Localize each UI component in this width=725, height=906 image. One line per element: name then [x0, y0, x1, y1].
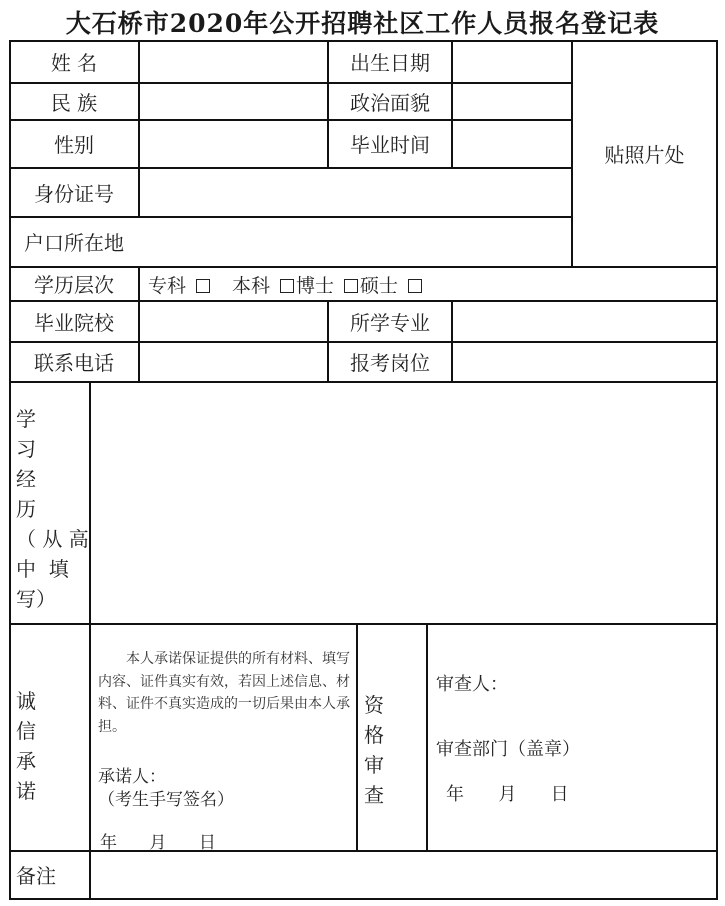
- phone-label: 联系电话: [34, 351, 114, 375]
- major-input[interactable]: [453, 302, 715, 341]
- study-history-input[interactable]: [91, 383, 715, 623]
- reviewer-label: 审查人：: [436, 674, 508, 695]
- checkbox-icon[interactable]: [280, 279, 294, 293]
- graduation-time-label: 毕业时间: [350, 133, 430, 157]
- ethnicity-input[interactable]: [140, 84, 326, 119]
- promisor-label: 承诺人：: [98, 767, 166, 787]
- review-label: 资 格 审 查: [364, 693, 384, 807]
- ethnicity-label: 民 族: [50, 90, 98, 115]
- id-number-label: 身份证号: [34, 181, 114, 206]
- household-location-label: 户口所在地: [24, 231, 124, 255]
- position-input[interactable]: [453, 343, 715, 381]
- id-number-input[interactable]: [140, 169, 570, 216]
- school-input[interactable]: [140, 302, 326, 341]
- school-label: 毕业院校: [34, 310, 114, 335]
- gender-input[interactable]: [140, 121, 326, 167]
- edu-option-bachelor[interactable]: 本科: [232, 271, 296, 298]
- phone-input[interactable]: [140, 343, 326, 381]
- checkbox-icon[interactable]: [196, 279, 210, 293]
- name-input[interactable]: [140, 42, 326, 82]
- remarks-input[interactable]: [91, 852, 715, 898]
- checkbox-icon[interactable]: [408, 279, 422, 293]
- photo-placeholder[interactable]: 贴照片处: [604, 143, 685, 167]
- integrity-statement: 本人承诺保证提供的所有材料、填写内容、证件真实有效，若因上述信息、材料、证件不真实造成的一切后果由本人承担。: [98, 651, 350, 735]
- integrity-label: 诚 信 承 诺: [16, 689, 36, 803]
- graduation-time-input[interactable]: [453, 121, 570, 167]
- political-status-input[interactable]: [453, 84, 570, 119]
- review-department-label: 审查部门（盖章）: [436, 739, 580, 760]
- form-title: 大石桥市2020年公开招聘社区工作人员报名登记表: [65, 9, 660, 38]
- review-date: 年 月 日: [446, 784, 569, 805]
- edu-option-junior-college[interactable]: 专科: [148, 271, 216, 298]
- major-label: 所学专业: [350, 310, 430, 335]
- table-border-bottom: [9, 898, 718, 900]
- checkbox-icon[interactable]: [344, 279, 358, 293]
- col-line: [138, 266, 140, 300]
- position-label: 报考岗位: [350, 351, 430, 375]
- study-history-label: 学 习 经 历 （ 从 高 中 填 写）: [16, 407, 89, 611]
- name-label: 姓 名: [50, 51, 98, 75]
- household-location-input[interactable]: [140, 218, 570, 266]
- signature-field[interactable]: [180, 760, 350, 784]
- education-level-label: 学历层次: [34, 273, 114, 297]
- edu-option-master[interactable]: 硕士: [360, 271, 428, 298]
- birth-date-label: 出生日期: [350, 51, 430, 75]
- col-line: [356, 623, 358, 850]
- political-status-label: 政治面貌: [350, 90, 430, 115]
- pledge-date: 年 月 日: [100, 833, 216, 853]
- row-line: [9, 623, 718, 625]
- table-border-right: [716, 40, 718, 899]
- col-line: [426, 623, 428, 850]
- birth-date-input[interactable]: [453, 42, 570, 82]
- education-options: [148, 268, 428, 300]
- edu-option-doctor[interactable]: 博士: [296, 271, 360, 298]
- remarks-label: 备注: [16, 864, 56, 888]
- signature-hint: （考生手写签名）: [98, 790, 234, 810]
- gender-label: 性别: [54, 133, 94, 157]
